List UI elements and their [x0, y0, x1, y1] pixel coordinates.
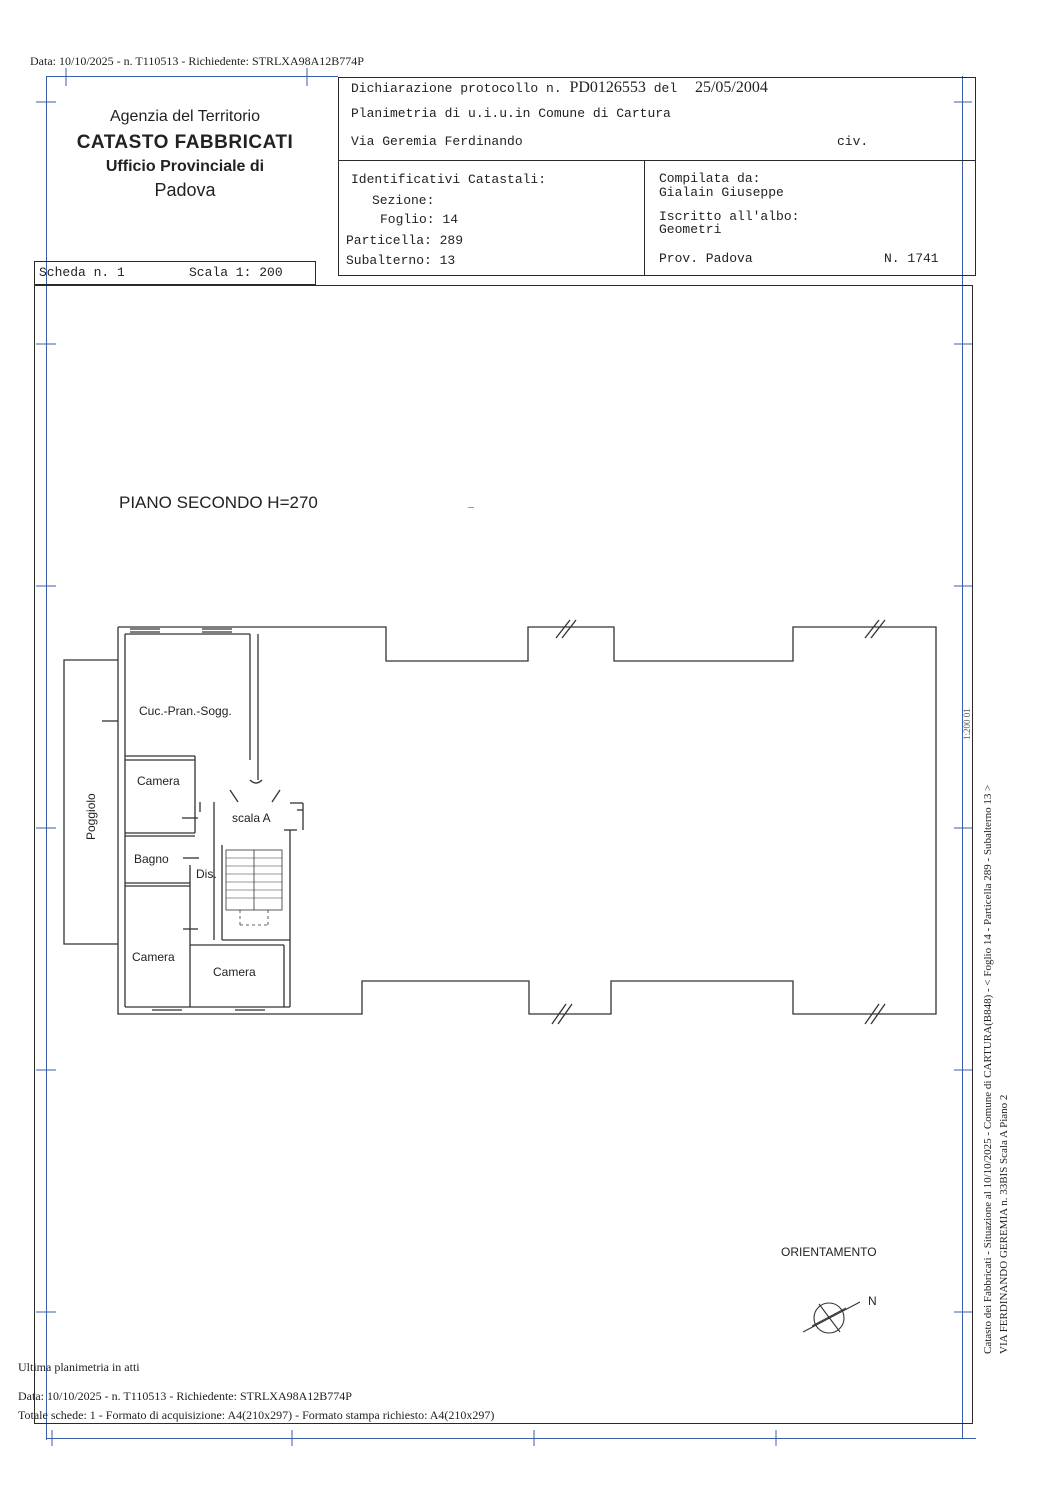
- protocol-prefix: Dichiarazione protocollo n.: [351, 81, 562, 96]
- catasto-title: CATASTO FABBRICATI: [76, 132, 294, 153]
- scale-label: Scala 1: 200: [189, 265, 283, 280]
- protocol-number: PD0126553: [569, 79, 646, 96]
- provincia-label: Prov. Padova: [659, 251, 753, 266]
- protocol-del: del: [653, 81, 678, 96]
- particella-label: Particella: 289: [346, 233, 464, 248]
- planimetria-line: Planimetria di u.i.u.in Comune di Cartura: [351, 106, 671, 121]
- room-camera-2: Camera: [132, 950, 175, 964]
- compilata-title: Compilata da:: [659, 171, 761, 186]
- orientamento-label: ORIENTAMENTO: [781, 1245, 877, 1259]
- iscritto-label: Iscritto all'albo:: [659, 209, 800, 224]
- room-camera-1: Camera: [137, 774, 180, 788]
- room-cucina: Cuc.-Pran.-Sogg.: [139, 704, 232, 718]
- compass-icon: [803, 1302, 860, 1333]
- albo-value: Geometri: [659, 222, 722, 237]
- side-caption-2: VIA FERDINANDO GEREMIA n. 33BIS Scala A Piano 2: [998, 1094, 1010, 1354]
- floor-title: PIANO SECONDO H=270: [119, 493, 318, 512]
- ufficio-label: Ufficio Provinciale di: [105, 158, 265, 175]
- protocol-date: 25/05/2004: [694, 79, 768, 96]
- north-label: N: [868, 1294, 877, 1308]
- footer-totale: Totale schede: 1 - Formato di acquisizione: A4(210x297) - Formato stampa richiesto: A4(210x297): [18, 1408, 495, 1422]
- room-scala: scala A: [232, 811, 271, 825]
- identificativi-title: Identificativi Catastali:: [351, 172, 547, 187]
- footer-data: Data: 10/10/2025 - n. T110513 - Richiedente: STRLXA98A12B774P: [18, 1389, 352, 1403]
- agency-name: Agenzia del Territorio: [109, 108, 260, 125]
- room-bagno: Bagno: [134, 852, 169, 866]
- footer-ultima: Ultima planimetria in atti: [18, 1360, 140, 1374]
- ufficio-city: Padova: [154, 180, 216, 200]
- civ-label: civ.: [837, 134, 869, 149]
- compilatore-name: Gialain Giuseppe: [659, 185, 784, 200]
- foglio-label: Foglio: 14: [380, 212, 459, 227]
- side-stamp: 1:200 01: [962, 708, 972, 740]
- room-camera-3: Camera: [213, 965, 256, 979]
- room-poggiolo: Poggiolo: [84, 793, 98, 840]
- via-line: Via Geremia Ferdinando: [351, 134, 523, 149]
- room-disimpegno: Dis.: [196, 867, 217, 881]
- side-caption-1: Catasto dei Fabbricati - Situazione al 10/10/2025 - Comune di CARTURA(B848) - < Foglio 14 - Particella 289 - Subalterno 13 >: [982, 784, 994, 1354]
- albo-number: N. 1741: [884, 251, 939, 266]
- scheda-number: Scheda n. 1: [39, 265, 125, 280]
- sezione-label: Sezione:: [372, 193, 435, 208]
- subalterno-label: Subalterno: 13: [346, 253, 456, 268]
- top-meta: Data: 10/10/2025 - n. T110513 - Richiedente: STRLXA98A12B774P: [30, 54, 364, 68]
